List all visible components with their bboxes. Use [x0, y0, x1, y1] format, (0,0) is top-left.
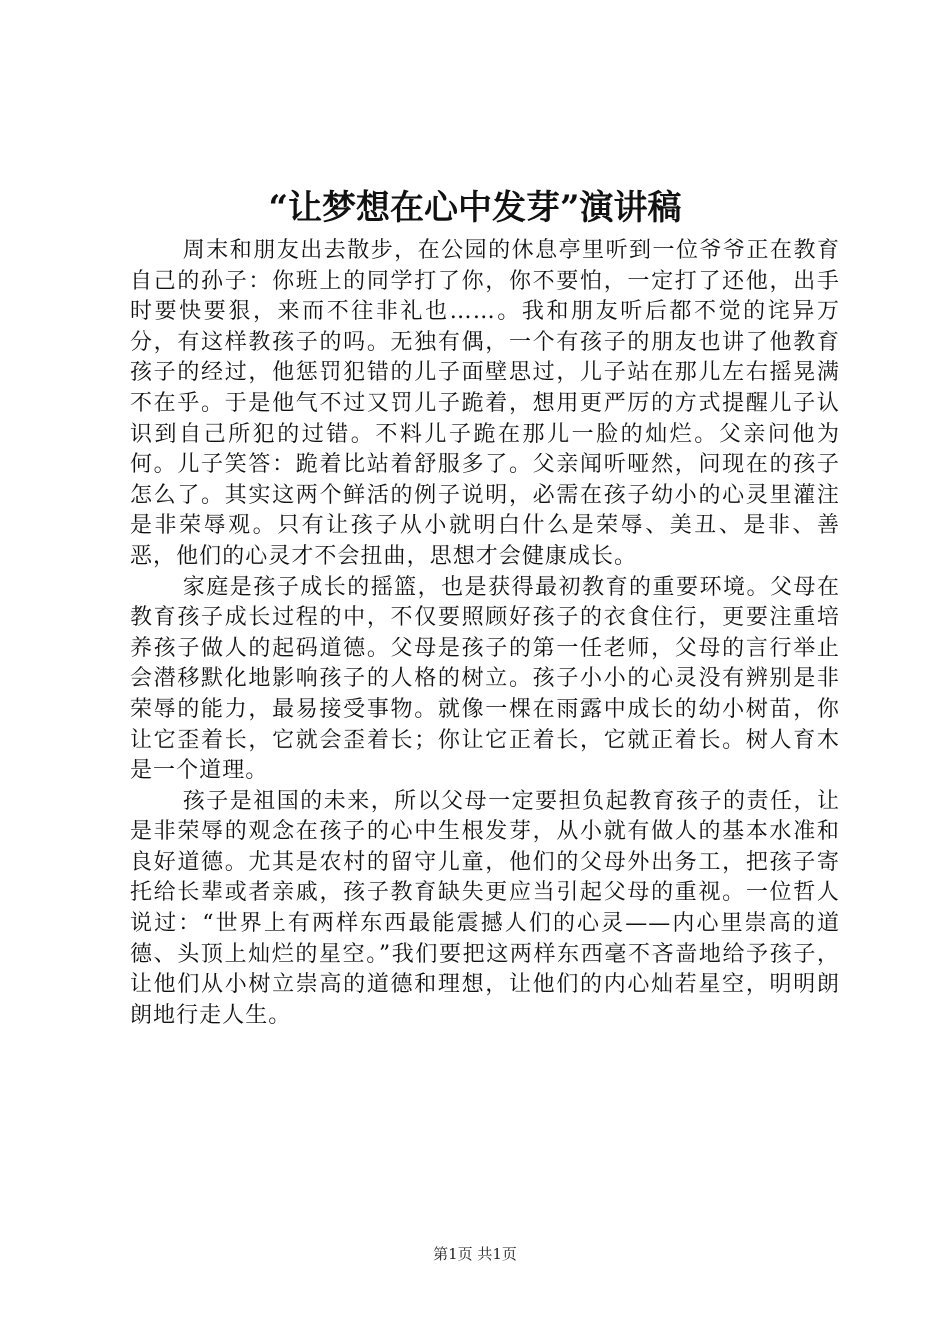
page-footer: 第1页 共1页 — [433, 1245, 517, 1263]
paragraph-2: 家庭是孩子成长的摇篮，也是获得最初教育的重要环境。父母在教育孩子成长过程的中，不仅要照顾好孩子的衣食住行，更要注重培养孩子做人的起码道德。父母是孩子的第一任老师，父母的言行举止会潜移默化地影响孩子的人格的树立。孩子小小的心灵没有辨别是非荣辱的能力，最易接受事物。就像一棵在雨露中成长的幼小树苗，你让它歪着长，它就会歪着长；你让它正着长，它就正着长。树人育木是一个道理。 — [130, 574, 840, 784]
paragraph-3: 孩子是祖国的未来，所以父母一定要担负起教育孩子的责任，让是非荣辱的观念在孩子的心中生根发芽，从小就有做人的基本水准和良好道德。尤其是农村的留守儿童，他们的父母外出务工，把孩子寄托给长辈或者亲戚，孩子教育缺失更应当引起父母的重视。一位哲人说过：“世界上有两样东西最能震撼人们的心灵——内心里崇高的道德、头顶上灿烂的星空。”我们要把这两样东西毫不吝啬地给予孩子，让他们从小树立崇高的道德和理想，让他们的内心灿若星空，明明朗朗地行走人生。 — [130, 788, 840, 1028]
document-title: “让梦想在心中发芽”演讲稿 — [268, 188, 682, 228]
paragraph-1: 周末和朋友出去散步，在公园的休息亭里听到一位爷爷正在教育自己的孙子：你班上的同学打了你，你不要怕，一定打了还他，出手时要快要狠，来而不往非礼也……。我和朋友听后都不觉的诧异万分，有这样教孩子的吗。无独有偶，一个有孩子的朋友也讲了他教育孩子的经过，他惩罚犯错的儿子面壁思过，儿子站在那儿左右摇晃满不在乎。于是他气不过又罚儿子跪着，想用更严厉的方式提醒儿子认识到自己所犯的过错。不料儿子跪在那儿一脸的灿烂。父亲问他为何。儿子笑答：跪着比站着舒服多了。父亲闻听哑然，问现在的孩子怎么了。其实这两个鲜活的例子说明，必需在孩子幼小的心灵里灌注是非荣辱观。只有让孩子从小就明白什么是荣辱、美丑、是非、善恶，他们的心灵才不会扭曲，思想才会健康成长。 — [130, 238, 840, 569]
document-body — [130, 236, 840, 1031]
